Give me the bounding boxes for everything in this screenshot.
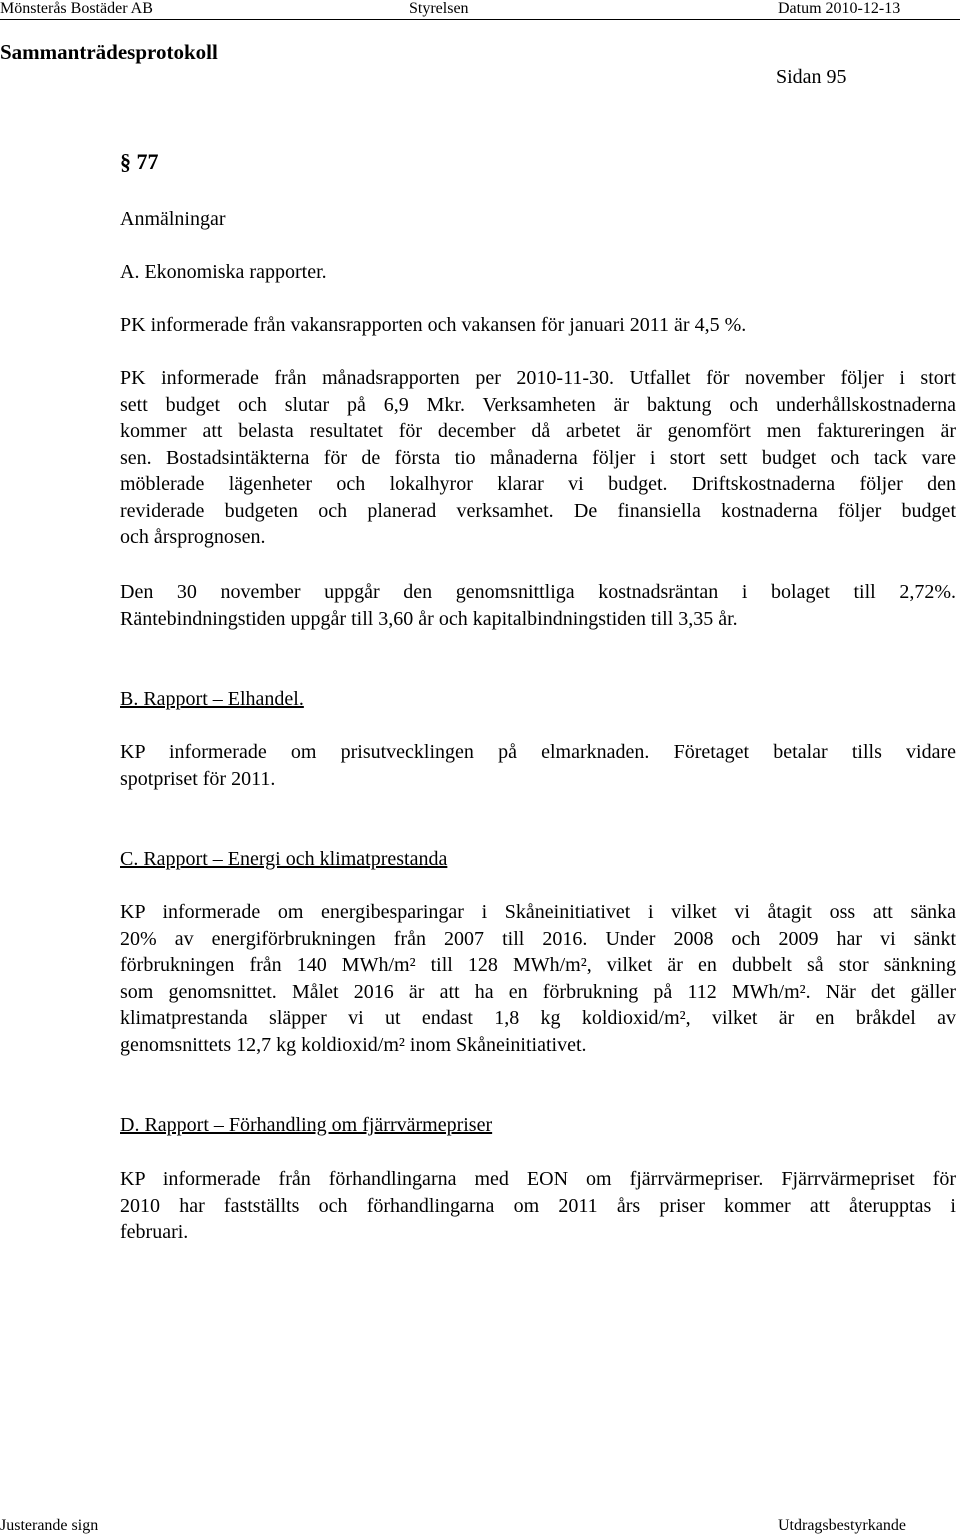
paragraph-line: Räntebindningstiden uppgår till 3,60 år och kapitalbindningstiden till 3,35 år. [120,607,738,630]
section-b-heading [120,686,304,713]
paragraph-line: 20% av energiförbrukningen från 2007 till 2016. Under 2008 och 2009 har vi sänkt [120,927,956,950]
paragraph-line: februari. [120,1221,189,1243]
paragraph-line: möblerade lägenheter och lokalhyror klarar vi budget. Driftskostnaderna följer den [120,473,956,495]
paragraph-line: KP informerade från förhandlingarna med EON om fjärrvärmepriser. Fjärrvärmepriset för [120,1168,956,1190]
paragraph-line: som genomsnittet. Målet 2016 är att ha en förbrukning på 112 MWh/m². När det gäller [120,980,956,1003]
section-number: § 77 [120,149,159,174]
document-title: Sammanträdesprotokoll [0,40,218,64]
header-company: Mönsterås Bostäder AB [0,0,153,17]
section-a-paragraph-2 [120,365,956,551]
paragraph-line: genomsnittets 12,7 kg koldioxid/m² inom Skåneinitiativet. [120,1033,587,1056]
paragraph-line: spotpriset för 2011. [120,767,276,790]
section-title: Anmälningar [120,208,226,230]
section-c-heading-text: C. Rapport – Energi och klimatprestanda [120,848,448,870]
paragraph-line: klimatprestanda släpper vi ut endast 1,8 kg koldioxid/m², vilket är en bråkdel av [120,1007,956,1029]
footer-signature-label: Justerande sign [0,1517,99,1534]
section-c-paragraph [120,899,956,1058]
paragraph-line: förbrukningen från 140 MWh/m² till 128 MWh/m², vilket är en dubbelt så stor sänkning [120,954,956,976]
footer-certification-label: Utdragsbestyrkande [778,1517,906,1534]
paragraph-line: KP informerade om energibesparingar i Skåneinitiativet i vilket vi åtagit oss att sänka [120,901,956,923]
section-d-heading-text: D. Rapport – Förhandling om fjärrvärmepriser [120,1114,493,1136]
paragraph-line: 2010 har fastställts och förhandlingarna om 2011 års priser kommer att återupptas i [120,1194,956,1217]
header-divider [0,19,960,20]
section-a-paragraph-1: PK informerade från vakansrapporten och vakansen för januari 2011 är 4,5 %. [120,314,747,336]
section-b-heading-text: B. Rapport – Elhandel. [120,688,304,710]
section-a-heading: A. Ekonomiska rapporter. [120,261,327,283]
paragraph-line: sett budget och slutar på 6,9 Mkr. Verksamheten är baktung och underhållskostnaderna [120,393,956,416]
paragraph-line: Den 30 november uppgår den genomsnittliga kostnadsräntan i bolaget till 2,72%. [120,581,956,603]
section-d-paragraph [120,1166,956,1246]
paragraph-line: PK informerade från månadsrapporten per 2010-11-30. Utfallet för november följer i stort [120,367,956,389]
header-board: Styrelsen [409,0,469,17]
paragraph-line: sen. Bostadsintäkterna för de första tio månaderna följer i stort sett budget och tack vare [120,446,956,469]
section-b-paragraph [120,739,956,792]
page-number: Sidan 95 [776,66,847,88]
section-d-heading [120,1112,492,1139]
paragraph-line: kommer att belasta resultatet för december då arbetet är genomfört men faktureringen är [120,420,956,442]
paragraph-line: KP informerade om prisutvecklingen på elmarknaden. Företaget betalar tills vidare [120,741,956,763]
header-date: Datum 2010-12-13 [778,0,901,17]
section-a-paragraph-3 [120,579,956,632]
paragraph-line: och årsprognosen. [120,526,266,548]
section-c-heading [120,846,447,873]
paragraph-line: reviderade budgeten och planerad verksamhet. De finansiella kostnaderna följer budget [120,499,956,522]
